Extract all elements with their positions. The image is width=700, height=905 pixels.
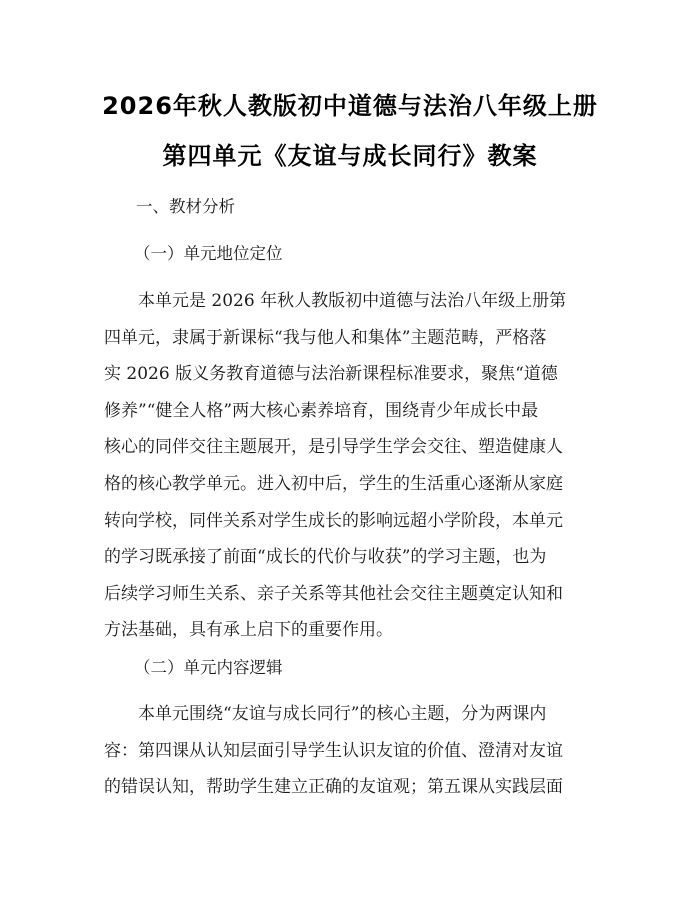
paragraph-line: 本单元是 2026 年秋人教版初中道德与法治八年级上册第: [138, 291, 567, 311]
paragraph-line: 本单元围绕“友谊与成长同行”的核心主题，分为两课内: [138, 704, 547, 724]
paragraph-unit-content-logic: [104, 696, 604, 806]
section-heading-teaching-material-analysis: 一、教材分析: [136, 197, 235, 216]
subsection-heading-unit-content-logic: （二）单元内容逻辑: [134, 658, 283, 677]
paragraph-line: 格的核心教学单元。进入初中后，学生的生活重心逐渐从家庭: [104, 473, 563, 494]
paragraph-line: 的学习既承接了前面“成长的代价与收获”的学习主题，也为: [104, 547, 547, 568]
paragraph-line: 方法基础，具有承上启下的重要作用。: [104, 620, 393, 641]
document-title-line-2: 第四单元《友谊与成长同行》教案: [162, 142, 538, 170]
paragraph-line: 转向学校，同伴关系对学生成长的影响远超小学阶段，本单元: [104, 510, 563, 531]
paragraph-line: 后续学习师生关系、亲子关系等其他社会交往主题奠定认知和: [104, 583, 563, 604]
paragraph-line: 容：第四课从认知层面引导学生认识友谊的价值、澄清对友谊: [104, 740, 563, 761]
paragraph-unit-position: [104, 283, 604, 649]
paragraph-line: 核心的同伴交往主题展开，是引导学生学会交往、塑造健康人: [104, 437, 563, 458]
subsection-heading-unit-position: （一）单元地位定位: [134, 244, 283, 263]
paragraph-line: 的错误认知，帮助学生建立正确的友谊观；第五课从实践层面: [104, 777, 563, 798]
paragraph-line: 实 2026 版义务教育道德与法治新课程标准要求，聚焦“道德: [104, 364, 558, 385]
document-title-line-1: 2026年秋人教版初中道德与法治八年级上册: [102, 92, 598, 120]
paragraph-line: 修养”“健全人格”两大核心素养培育，围绕青少年成长中最: [104, 400, 539, 421]
paragraph-line: 四单元，隶属于新课标“我与他人和集体”主题范畴，严格落: [104, 327, 547, 348]
